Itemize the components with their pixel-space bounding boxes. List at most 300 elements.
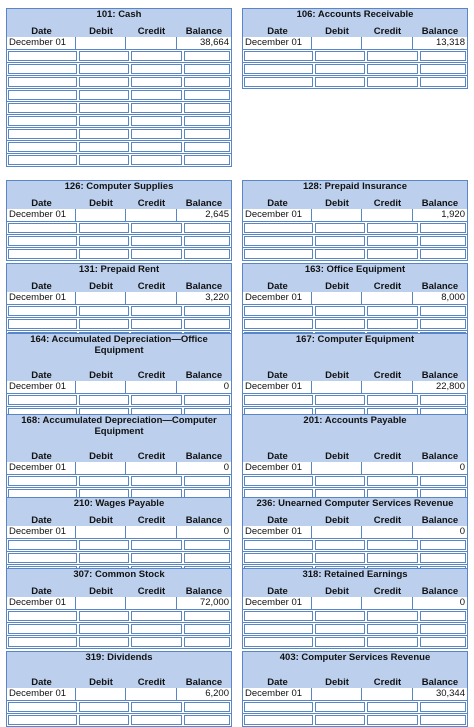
entry-row <box>7 222 231 235</box>
credit-input[interactable] <box>131 306 182 316</box>
account-title: 168: Accumulated Depreciation—Computer Equipment <box>21 415 217 437</box>
column-header-balance: Balance <box>185 281 223 292</box>
column-header-credit: Credit <box>373 677 402 688</box>
credit-input[interactable] <box>367 64 418 74</box>
balance-input[interactable] <box>420 77 466 87</box>
column-header-debit: Debit <box>325 198 349 209</box>
credit-input[interactable] <box>367 306 418 316</box>
row-date: December 01 <box>243 688 312 700</box>
credit-input[interactable] <box>131 51 182 61</box>
row-debit <box>76 292 126 304</box>
balance-input[interactable] <box>184 637 230 647</box>
opening-balance-row <box>243 462 467 475</box>
date-input[interactable] <box>244 319 313 329</box>
account-title: 318: Retained Earnings <box>302 569 408 580</box>
balance-input[interactable] <box>184 223 230 233</box>
balance-input[interactable] <box>184 236 230 246</box>
date-input[interactable] <box>8 223 77 233</box>
credit-input[interactable] <box>131 611 182 621</box>
ledger-header <box>7 181 231 209</box>
debit-input[interactable] <box>315 395 365 405</box>
date-input[interactable] <box>8 249 77 259</box>
ledger-header <box>243 498 467 526</box>
ledger-307 <box>6 568 232 649</box>
credit-input[interactable] <box>131 637 182 647</box>
row-debit <box>312 37 362 49</box>
balance-input[interactable] <box>420 476 466 486</box>
row-date: December 01 <box>7 37 76 49</box>
credit-input[interactable] <box>131 116 182 126</box>
date-input[interactable] <box>8 637 77 647</box>
credit-input[interactable] <box>131 142 182 152</box>
column-header-date: Date <box>31 281 52 292</box>
credit-input[interactable] <box>131 319 182 329</box>
opening-balance-row <box>243 209 467 222</box>
balance-input[interactable] <box>184 319 230 329</box>
opening-balance-row <box>243 37 467 50</box>
opening-balance-row <box>7 462 231 475</box>
opening-balance-row <box>243 381 467 394</box>
column-header-date: Date <box>267 370 288 381</box>
entry-row <box>7 318 231 331</box>
balance-input[interactable] <box>184 142 230 152</box>
column-header-debit: Debit <box>325 677 349 688</box>
column-header-balance: Balance <box>421 370 459 381</box>
balance-input[interactable] <box>184 624 230 634</box>
date-input[interactable] <box>8 77 77 87</box>
date-input[interactable] <box>8 624 77 634</box>
credit-input[interactable] <box>131 249 182 259</box>
credit-input[interactable] <box>131 64 182 74</box>
row-debit <box>76 597 126 609</box>
row-credit <box>126 37 177 49</box>
balance-input[interactable] <box>184 51 230 61</box>
credit-input[interactable] <box>367 223 418 233</box>
entry-row <box>243 235 467 248</box>
credit-input[interactable] <box>131 702 182 712</box>
credit-input[interactable] <box>131 553 182 563</box>
balance-input[interactable] <box>184 702 230 712</box>
date-input[interactable] <box>8 306 77 316</box>
ledger-header <box>243 569 467 597</box>
debit-input[interactable] <box>315 77 365 87</box>
row-date: December 01 <box>7 209 76 221</box>
debit-input[interactable] <box>79 236 129 246</box>
column-header-balance: Balance <box>185 370 223 381</box>
debit-input[interactable] <box>79 306 129 316</box>
column-header-credit: Credit <box>373 281 402 292</box>
date-input[interactable] <box>8 129 77 139</box>
date-input[interactable] <box>8 64 77 74</box>
balance-input[interactable] <box>184 611 230 621</box>
column-header-date: Date <box>267 586 288 597</box>
date-input[interactable] <box>244 637 313 647</box>
entry-row <box>7 552 231 565</box>
debit-input[interactable] <box>315 236 365 246</box>
debit-input[interactable] <box>315 715 365 725</box>
row-debit <box>76 209 126 221</box>
column-header-credit: Credit <box>373 198 402 209</box>
column-header-debit: Debit <box>89 451 113 462</box>
ledger-header <box>243 415 467 462</box>
ledger-318 <box>242 568 468 649</box>
credit-input[interactable] <box>131 90 182 100</box>
debit-input[interactable] <box>315 702 365 712</box>
account-title: 163: Office Equipment <box>304 264 406 275</box>
row-date: December 01 <box>7 526 76 538</box>
opening-balance-row <box>243 292 467 305</box>
credit-input[interactable] <box>131 624 182 634</box>
balance-input[interactable] <box>184 64 230 74</box>
debit-input[interactable] <box>315 319 365 329</box>
date-input[interactable] <box>8 51 77 61</box>
credit-input[interactable] <box>131 129 182 139</box>
entry-row <box>7 636 231 649</box>
debit-input[interactable] <box>79 223 129 233</box>
entry-row <box>243 714 467 727</box>
date-input[interactable] <box>244 624 313 634</box>
row-debit <box>76 381 126 393</box>
balance-input[interactable] <box>420 395 466 405</box>
date-input[interactable] <box>244 249 313 259</box>
column-header-date: Date <box>31 586 52 597</box>
balance-input[interactable] <box>184 476 230 486</box>
debit-input[interactable] <box>315 637 365 647</box>
date-input[interactable] <box>8 476 77 486</box>
row-balance: 22,800 <box>435 381 465 392</box>
entry-row <box>7 235 231 248</box>
date-input[interactable] <box>244 77 313 87</box>
row-debit <box>76 462 126 474</box>
debit-input[interactable] <box>79 476 129 486</box>
row-date: December 01 <box>243 292 312 304</box>
debit-input[interactable] <box>315 540 365 550</box>
row-date: December 01 <box>7 381 76 393</box>
balance-input[interactable] <box>420 553 466 563</box>
row-credit <box>126 526 177 538</box>
balance-input[interactable] <box>184 129 230 139</box>
row-credit <box>362 462 413 474</box>
credit-input[interactable] <box>367 77 418 87</box>
credit-input[interactable] <box>367 249 418 259</box>
column-header-balance: Balance <box>421 451 459 462</box>
row-credit <box>362 292 413 304</box>
debit-input[interactable] <box>79 611 129 621</box>
row-balance: 0 <box>459 597 465 608</box>
row-credit <box>362 597 413 609</box>
debit-input[interactable] <box>79 702 129 712</box>
column-header-date: Date <box>31 26 52 37</box>
column-header-debit: Debit <box>325 281 349 292</box>
date-input[interactable] <box>8 155 77 165</box>
credit-input[interactable] <box>131 715 182 725</box>
balance-input[interactable] <box>420 51 466 61</box>
entry-row <box>7 63 231 76</box>
entry-row <box>7 610 231 623</box>
debit-input[interactable] <box>315 223 365 233</box>
column-header-balance: Balance <box>421 677 459 688</box>
credit-input[interactable] <box>367 702 418 712</box>
balance-input[interactable] <box>184 540 230 550</box>
balance-input[interactable] <box>420 540 466 550</box>
balance-input[interactable] <box>184 715 230 725</box>
opening-balance-row <box>7 688 231 701</box>
date-input[interactable] <box>8 611 77 621</box>
date-input[interactable] <box>244 553 313 563</box>
column-header-credit: Credit <box>137 198 166 209</box>
credit-input[interactable] <box>131 155 182 165</box>
row-date: December 01 <box>243 381 312 393</box>
ledger-319 <box>6 651 232 727</box>
column-header-credit: Credit <box>373 26 402 37</box>
debit-input[interactable] <box>315 64 365 74</box>
opening-balance-row <box>243 526 467 539</box>
entry-row <box>7 714 231 727</box>
row-balance: 3,220 <box>205 292 229 303</box>
entry-row <box>7 89 231 102</box>
credit-input[interactable] <box>367 540 418 550</box>
debit-input[interactable] <box>315 249 365 259</box>
column-header-credit: Credit <box>373 451 402 462</box>
debit-input[interactable] <box>79 624 129 634</box>
credit-input[interactable] <box>367 51 418 61</box>
credit-input[interactable] <box>131 540 182 550</box>
ledger-101 <box>6 8 232 167</box>
debit-input[interactable] <box>79 77 129 87</box>
debit-input[interactable] <box>79 51 129 61</box>
date-input[interactable] <box>244 476 313 486</box>
debit-input[interactable] <box>79 715 129 725</box>
debit-input[interactable] <box>79 637 129 647</box>
date-input[interactable] <box>244 64 313 74</box>
entry-row <box>7 475 231 488</box>
row-balance: 0 <box>223 462 229 473</box>
account-title: 131: Prepaid Rent <box>78 264 160 275</box>
debit-input[interactable] <box>79 103 129 113</box>
entry-row <box>7 248 231 261</box>
row-date: December 01 <box>7 688 76 700</box>
debit-input[interactable] <box>79 90 129 100</box>
credit-input[interactable] <box>367 611 418 621</box>
date-input[interactable] <box>8 90 77 100</box>
credit-input[interactable] <box>131 395 182 405</box>
ledger-header <box>243 334 467 381</box>
entry-row <box>7 623 231 636</box>
debit-input[interactable] <box>315 306 365 316</box>
balance-input[interactable] <box>184 90 230 100</box>
row-balance: 8,000 <box>441 292 465 303</box>
entry-row <box>243 318 467 331</box>
column-header-debit: Debit <box>89 677 113 688</box>
date-input[interactable] <box>244 223 313 233</box>
balance-input[interactable] <box>184 155 230 165</box>
credit-input[interactable] <box>367 637 418 647</box>
debit-input[interactable] <box>79 249 129 259</box>
row-debit <box>76 526 126 538</box>
ledger-106 <box>242 8 468 89</box>
row-date: December 01 <box>7 462 76 474</box>
row-credit <box>362 688 413 700</box>
account-title: 319: Dividends <box>85 652 153 663</box>
debit-input[interactable] <box>315 624 365 634</box>
row-balance: 6,200 <box>205 688 229 699</box>
balance-input[interactable] <box>420 637 466 647</box>
balance-input[interactable] <box>184 103 230 113</box>
credit-input[interactable] <box>131 236 182 246</box>
debit-input[interactable] <box>79 116 129 126</box>
debit-input[interactable] <box>79 319 129 329</box>
ledger-header <box>7 334 231 381</box>
date-input[interactable] <box>8 702 77 712</box>
entry-row <box>7 539 231 552</box>
row-balance: 0 <box>459 526 465 537</box>
date-input[interactable] <box>8 715 77 725</box>
account-title: 126: Computer Supplies <box>64 181 174 192</box>
column-header-debit: Debit <box>89 198 113 209</box>
entry-row <box>243 63 467 76</box>
date-input[interactable] <box>244 306 313 316</box>
debit-input[interactable] <box>79 129 129 139</box>
date-input[interactable] <box>8 236 77 246</box>
balance-input[interactable] <box>420 611 466 621</box>
ledger-header <box>7 569 231 597</box>
balance-input[interactable] <box>184 306 230 316</box>
credit-input[interactable] <box>367 553 418 563</box>
column-header-debit: Debit <box>89 586 113 597</box>
debit-input[interactable] <box>79 553 129 563</box>
date-input[interactable] <box>244 395 313 405</box>
row-debit <box>312 462 362 474</box>
debit-input[interactable] <box>315 611 365 621</box>
date-input[interactable] <box>244 540 313 550</box>
row-credit <box>126 688 177 700</box>
debit-input[interactable] <box>315 51 365 61</box>
row-debit <box>76 37 126 49</box>
date-input[interactable] <box>8 319 77 329</box>
column-header-balance: Balance <box>421 515 459 526</box>
debit-input[interactable] <box>79 540 129 550</box>
credit-input[interactable] <box>367 395 418 405</box>
column-header-date: Date <box>31 451 52 462</box>
row-debit <box>312 688 362 700</box>
date-input[interactable] <box>244 702 313 712</box>
debit-input[interactable] <box>315 476 365 486</box>
date-input[interactable] <box>8 116 77 126</box>
ledger-header <box>243 181 467 209</box>
opening-balance-row <box>7 381 231 394</box>
date-input[interactable] <box>244 611 313 621</box>
balance-input[interactable] <box>184 395 230 405</box>
column-header-balance: Balance <box>421 26 459 37</box>
date-input[interactable] <box>244 236 313 246</box>
balance-input[interactable] <box>184 116 230 126</box>
credit-input[interactable] <box>131 103 182 113</box>
balance-input[interactable] <box>420 715 466 725</box>
credit-input[interactable] <box>131 223 182 233</box>
balance-input[interactable] <box>420 236 466 246</box>
credit-input[interactable] <box>131 476 182 486</box>
credit-input[interactable] <box>367 624 418 634</box>
account-title: 201: Accounts Payable <box>303 415 407 426</box>
balance-input[interactable] <box>184 77 230 87</box>
entry-row <box>243 222 467 235</box>
balance-input[interactable] <box>184 249 230 259</box>
debit-input[interactable] <box>79 142 129 152</box>
date-input[interactable] <box>8 103 77 113</box>
row-balance: 0 <box>459 462 465 473</box>
row-credit <box>362 209 413 221</box>
debit-input[interactable] <box>79 155 129 165</box>
column-header-date: Date <box>267 198 288 209</box>
balance-input[interactable] <box>420 702 466 712</box>
balance-input[interactable] <box>420 624 466 634</box>
balance-input[interactable] <box>420 64 466 74</box>
entry-row <box>7 394 231 407</box>
debit-input[interactable] <box>79 64 129 74</box>
account-title: 307: Common Stock <box>73 569 165 580</box>
row-date: December 01 <box>7 597 76 609</box>
date-input[interactable] <box>8 553 77 563</box>
account-title: 236: Unearned Computer Services Revenue <box>256 498 454 509</box>
row-credit <box>126 462 177 474</box>
column-header-credit: Credit <box>137 370 166 381</box>
opening-balance-row <box>7 597 231 610</box>
column-header-date: Date <box>31 515 52 526</box>
date-input[interactable] <box>8 540 77 550</box>
credit-input[interactable] <box>367 715 418 725</box>
balance-input[interactable] <box>420 306 466 316</box>
balance-input[interactable] <box>420 223 466 233</box>
debit-input[interactable] <box>79 395 129 405</box>
entry-row <box>7 76 231 89</box>
entry-row <box>7 115 231 128</box>
column-header-date: Date <box>267 515 288 526</box>
column-header-balance: Balance <box>185 198 223 209</box>
balance-input[interactable] <box>420 319 466 329</box>
debit-input[interactable] <box>315 553 365 563</box>
row-balance: 2,645 <box>205 209 229 220</box>
date-input[interactable] <box>244 51 313 61</box>
column-header-credit: Credit <box>137 515 166 526</box>
ledger-header <box>243 652 467 688</box>
row-date: December 01 <box>7 292 76 304</box>
row-balance: 30,344 <box>435 688 465 699</box>
ledger-236 <box>242 497 468 578</box>
ledger-210 <box>6 497 232 578</box>
ledger-163 <box>242 263 468 344</box>
date-input[interactable] <box>8 395 77 405</box>
credit-input[interactable] <box>367 319 418 329</box>
column-header-debit: Debit <box>325 586 349 597</box>
column-header-credit: Credit <box>137 281 166 292</box>
credit-input[interactable] <box>131 77 182 87</box>
balance-input[interactable] <box>420 249 466 259</box>
entry-row <box>243 623 467 636</box>
credit-input[interactable] <box>367 236 418 246</box>
row-balance: 0 <box>223 526 229 537</box>
date-input[interactable] <box>8 142 77 152</box>
date-input[interactable] <box>244 715 313 725</box>
row-debit <box>312 526 362 538</box>
entry-row <box>7 102 231 115</box>
row-credit <box>362 37 413 49</box>
column-header-balance: Balance <box>421 281 459 292</box>
row-date: December 01 <box>243 209 312 221</box>
ledger-126 <box>6 180 232 261</box>
column-header-date: Date <box>267 451 288 462</box>
credit-input[interactable] <box>367 476 418 486</box>
balance-input[interactable] <box>184 553 230 563</box>
